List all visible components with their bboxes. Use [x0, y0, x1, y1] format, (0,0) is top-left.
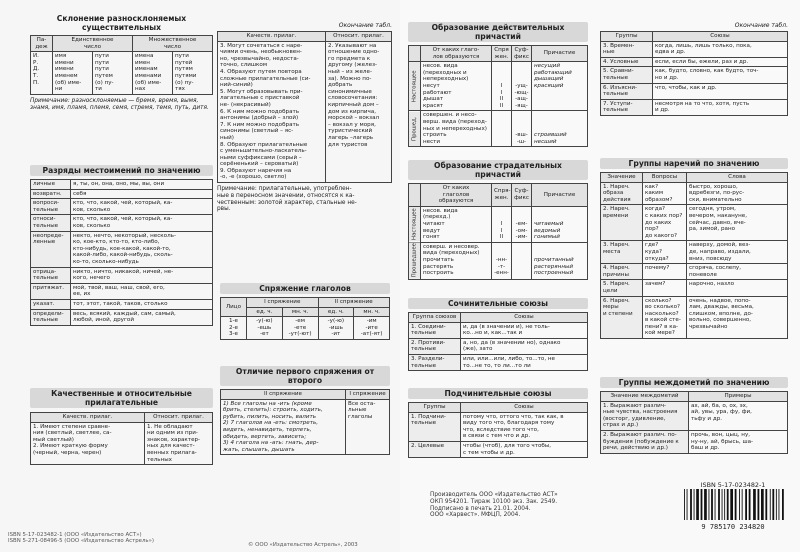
table-cell: сколько? во сколько? насколько? в какой сте- пени? в ка- кой мере? — [643, 296, 687, 339]
barcode-bar — [735, 489, 737, 520]
col-header: Слова — [687, 173, 788, 183]
pronoun-examples: я, ты, он, она, оно, мы, вы, они — [71, 180, 213, 190]
barcode-bar — [718, 489, 720, 520]
table-row — [601, 83, 788, 99]
pronoun-category: вопроси- тельные — [31, 199, 71, 215]
col-header: Лицо — [221, 298, 247, 317]
barcode-bar — [730, 489, 733, 520]
table-row — [601, 430, 788, 453]
verb-conjugation-table — [220, 297, 390, 340]
table-cell: 1. Выражают различ- ные чувства, настроения (восторг, удивление, страх и др.) — [601, 401, 689, 430]
ending-cell: -им -ите -ат(-ят) — [354, 317, 390, 340]
section-title: Группы наречий по значению — [600, 158, 788, 169]
barcode-bar — [724, 489, 725, 520]
subordinating-conj-table — [408, 402, 588, 458]
barcode-graphic — [678, 488, 788, 522]
table-row — [601, 99, 788, 115]
table-cell: 2. Противи- тельные — [409, 338, 461, 354]
table-row — [601, 205, 788, 241]
table-row — [409, 412, 588, 441]
col-header: Значение междометий — [601, 392, 689, 402]
table-cell: сегодня, утром, вечером, накануне, сейчас, давно, вче- ра, зимой, рано — [687, 205, 788, 241]
barcode-bar — [739, 489, 740, 520]
ending-cell: -ем -ете -ут(-ют) — [282, 317, 318, 340]
table-cell: -ем- -ом- -им- — [512, 206, 532, 242]
table-cell: сгоряча, сослепу, поневоле — [687, 264, 788, 280]
pronoun-examples: некто, нечто, некоторый, несколь- ко, кое-кто, кто-то, кто-либо, кто-нибудь, кое-какой, какой-то, какой-либо, какой-нибудь, сколь- ко-то, сколько-нибудь — [71, 231, 213, 267]
table-cell: 4. Условные — [601, 57, 653, 67]
col-header: Суф- фикс — [512, 184, 532, 207]
isbn-block — [8, 532, 248, 545]
table-row — [409, 242, 588, 279]
barcode-bar — [727, 489, 729, 520]
table-row — [409, 62, 588, 111]
table-row — [31, 267, 213, 283]
table-row — [601, 401, 788, 430]
section-title: Разряды местоимений по значению — [30, 165, 213, 176]
col-header: Па- деж — [31, 36, 53, 52]
table-row — [409, 338, 588, 354]
table-row — [31, 180, 213, 190]
noun-declension-section — [30, 14, 213, 111]
section-title: Группы междометий по значению — [600, 377, 788, 388]
table-cell: и, да (в значении и), не толь- ко...но и, как...так и — [461, 322, 588, 338]
section-title: Склонение разносклоняемых существительных — [56, 14, 187, 32]
table-row — [31, 309, 213, 325]
isbn-line: ISBN 5-17-023482-1 (ООО «Издательство АСТ») — [8, 532, 142, 538]
tense-label: Прошедшее — [409, 242, 421, 279]
table-cell: совершен. и несо- верш. вида (переход- ных и непереходных) строить нести — [421, 111, 492, 147]
barcode-bar — [779, 489, 780, 520]
table-cell: 1. Нареч. образа действия — [601, 182, 643, 205]
table-cell: когда? с каких пор? до каких пор? до какого? — [643, 205, 687, 241]
barcode-digits: 9 785170 234820 — [701, 523, 765, 532]
table-cell: 2. Нареч. времени — [601, 205, 643, 241]
table-continued-note: Окончание табл. — [734, 22, 788, 29]
col-header: Группа союзов — [409, 313, 461, 323]
verb-difference-table — [220, 389, 390, 455]
barcode-isbn: ISBN 5-17-023482-1 — [700, 481, 766, 489]
table-cell: несов. вида (перехд.) читают ведут гонят — [421, 206, 492, 242]
table-cell: как, будто, словно, как будто, точ- но и др. — [653, 67, 788, 83]
table-cell: 4. Нареч. причины — [601, 264, 643, 280]
table-cell: 2. Выражают различ. по- буждения (побуждение к речи, действию и др.) — [601, 430, 689, 453]
first-conj-cell: Все оста- льные глаголы — [346, 399, 390, 455]
verb-difference-section — [220, 366, 390, 455]
declension-note: Примечание: разносклоняемые — бремя, время, вымя, знамя, имя, пламя, племя, семя, стремя, темя, путь, дитя. — [30, 97, 209, 111]
table-cell: почему? — [643, 264, 687, 280]
col-header: Союзы — [461, 403, 588, 413]
table-row — [31, 299, 213, 309]
col-header: II спряжение — [318, 298, 390, 308]
sub-header: мн. ч. — [354, 307, 390, 317]
section-title: Образование действительных причастий — [408, 22, 588, 42]
sg-forms: имя имени имени именем (об) име- ни — [53, 52, 93, 94]
table-cell: 3. Раздели- тельные — [409, 354, 461, 370]
table-cell: несущий работающий дышащий красящий — [532, 62, 588, 111]
table-cell: 5. Нареч. цели — [601, 280, 643, 296]
table-cell: что, чтобы, как и др. — [653, 83, 788, 99]
table-cell: строивший несший — [532, 111, 588, 147]
pronoun-table — [30, 179, 213, 326]
barcode-bar — [696, 489, 699, 520]
col-header: Группы — [409, 403, 461, 413]
table-cell: -вш- -ш- — [512, 111, 532, 147]
table-row — [31, 283, 213, 299]
table-row — [601, 296, 788, 339]
table-cell: потому что, оттого что, так как, в виду того что, благодаря тому что, вследствие того что, в связи с тем что и др. — [461, 412, 588, 441]
col-header: Примеры — [689, 392, 788, 402]
sub-header: мн. ч. — [282, 307, 318, 317]
table-cell: быстро, хорошо, вдребезги, по-рус- ски, внимательно — [687, 182, 788, 205]
adjective-continued-section — [217, 22, 392, 213]
table-row — [409, 206, 588, 242]
table-row — [31, 231, 213, 267]
table-cell — [492, 111, 512, 147]
subordinating-conj-section — [408, 388, 588, 458]
col-header — [409, 184, 421, 207]
interjection-section — [600, 377, 788, 454]
col-header: Единственное число — [53, 36, 133, 52]
persons-cell: 1-е 2-е 3-е — [221, 317, 247, 340]
barcode-block — [678, 482, 788, 534]
section-title: Спряжение глаголов — [220, 283, 390, 294]
table-cell: где? куда? откуда? — [643, 241, 687, 264]
table-cell: 7. Уступи- тельные — [601, 99, 653, 115]
table-row — [409, 322, 588, 338]
active-participle-section — [408, 22, 588, 147]
pronoun-category: неопреде- ленные — [31, 231, 71, 267]
barcode-bar — [715, 489, 716, 520]
copyright: © ООО «Издательство Астрель», 2003 — [248, 542, 358, 548]
col-header — [409, 46, 421, 62]
barcode-bar — [772, 489, 774, 520]
second-conj-cell: 1) Все глаголы на -ить (кроме брить, стелить): строить, ходить, рубить, пилить, носить, валить 2) 7 глаголов на -еть: смотреть, видеть, ненавидеть, терпеть, обидеть, вертеть, зависеть; 3) 4 глагола на -ать: гнать, дер- жать, слышать, дышать — [221, 399, 346, 455]
table-cell: как? каким образом? — [643, 182, 687, 205]
table-cell: 1. Подчини- тельные — [409, 412, 461, 441]
pronoun-category: относи- тельные — [31, 215, 71, 231]
barcode-bar — [694, 489, 695, 520]
tense-label: Настоящее — [409, 206, 421, 242]
table-row — [409, 111, 588, 147]
pronoun-category: указат. — [31, 299, 71, 309]
table-cell: наверху, домой, вез- де, направо, издали, вниз, повсюду — [687, 241, 788, 264]
barcode-bar — [758, 489, 760, 520]
relative-cell: 2. Указывают на отношение одно- го предмета к другому (желез- ный – из желе- за). Можно по- добрать синонимичные словосочетания: кирпичный дом – дом из кирпича, морской – вокзал – вокзал у моря, туристический лагерь –лагерь для туристов — [326, 41, 392, 182]
section-title: Подчинительные союзы — [408, 388, 588, 399]
tense-label: Настоящее — [409, 62, 421, 111]
adjective-footnote: Примечание: прилагательные, употреблен- ные в переносном значении, относятся к ка- чественным: золотой характер, стальные не- рвы. — [217, 186, 357, 213]
pronoun-examples: весь, всякий, каждый, сам, самый, любой, иной, другой — [71, 309, 213, 325]
table-row — [31, 215, 213, 231]
pronoun-examples: кто, что, какой, чей, который, ка- ков, сколько — [71, 215, 213, 231]
table-row — [31, 199, 213, 215]
sg-forms: пути пути пути путем (о) пу- ти — [95, 53, 114, 93]
table-cell: нарочно, назло — [687, 280, 788, 296]
table-cell: 5. Сравни- тельные — [601, 67, 653, 83]
sub-header: ед. ч. — [318, 307, 354, 317]
pronoun-category: отрица- тельные — [31, 267, 71, 283]
verb-conjugation-section — [220, 283, 390, 340]
barcode-bar — [753, 489, 756, 520]
col-header: Относит. прилаг. — [145, 413, 213, 423]
qualitative-cell: 3. Могут сочетаться с наре- чиями очень, необыкновен- но, чрезвычайно, недоста- точно, слишком 4. Образуют путем повтора сложные прилагательные (си- ний-синий) 5. Могут образовывать при- лагательные с приставкой не- (некрасивый) 6. К ним можно подобрать антонимы (добрый – злой) 7. К ним можно подобрать синонимы (светлый – яс- ный) 8. Образуют прилагательные с уменьшительно-ласкатель- ными суффиксами (серый – серёненький – сероватый) 9. Образуют наречия на -о, -е (хорошо, светло) — [218, 41, 326, 182]
col-header: Качеств. прилаг. — [218, 32, 326, 42]
barcode-bar — [776, 489, 777, 520]
barcode-bar — [687, 489, 688, 520]
table-cell: 3. Времен- ные — [601, 41, 653, 57]
publisher-text: Производитель ООО «Издательство АСТ» ОКП 954201. Тираж 10100 экз. Зак. 2549. Подписано в печать 21.01. 2004. ООО «Харвест». МФЦП, 2004. — [430, 492, 558, 519]
table-cell: 6. Изъясни- тельные — [601, 83, 653, 99]
table-cell: зачем? — [643, 280, 687, 296]
table-row — [409, 441, 588, 457]
table-cell: 3. Нареч. места — [601, 241, 643, 264]
table-row — [601, 182, 788, 205]
barcode-bar — [684, 489, 685, 520]
pronoun-examples: мой, твой, ваш, наш, свой, его, ее, их — [71, 283, 213, 299]
barcode-bar — [742, 489, 743, 520]
table-cell: -ущ- -ющ- -ащ- -ящ- — [512, 62, 532, 111]
table-row — [601, 280, 788, 296]
cases-cell: И. Р. Д. Т. П. — [31, 52, 53, 95]
table-row — [601, 41, 788, 57]
col-header: Союзы — [653, 32, 788, 42]
table-row — [409, 354, 588, 370]
col-header: Качеств. прилаг. — [31, 413, 145, 423]
barcode-bar — [745, 489, 747, 520]
table-cell: 2. Целевые — [409, 441, 461, 457]
table-cell: прочитанный растерянный построенный — [532, 242, 588, 279]
active-participle-table — [408, 45, 588, 147]
table-cell: несмотря на то что, хотя, пусть и др. — [653, 99, 788, 115]
barcode-bar — [765, 489, 767, 520]
pronoun-examples: никто, ничто, никакой, ничей, не- кого, нечего — [71, 267, 213, 283]
barcode-bar — [704, 489, 707, 520]
table-cell: или, или...или, либо, то...то, не то...не то, то ли...то ли — [461, 354, 588, 370]
table-cell: чтобы (чтоб), для того чтобы, с тем чтобы и др. — [461, 441, 588, 457]
pl-forms: пути путей путям путями (о) пу- тях — [175, 53, 197, 93]
coordinating-conj-table — [408, 312, 588, 371]
conj-continued-section — [600, 22, 788, 116]
interjection-table — [600, 391, 788, 454]
col-header: Вопросы — [643, 173, 687, 183]
table-cell: I I II — [492, 206, 512, 242]
table-cell — [512, 242, 532, 279]
table-row — [601, 241, 788, 264]
table-row — [31, 189, 213, 199]
ending-cell: -у(-ю) -ишь -ит — [318, 317, 354, 340]
pronoun-category: личные — [31, 180, 71, 190]
col-header: I спряжение — [346, 390, 390, 400]
pl-forms: имена имен именам именами (об) име- нах — [133, 52, 173, 94]
col-header: Группы — [601, 32, 653, 42]
adverb-section — [600, 158, 788, 339]
table-cell: несов. вида (переходных и непереходных) несут работают дышат красят — [421, 62, 492, 111]
table-cell: -нн- -т- -енн- — [492, 242, 512, 279]
barcode-bar — [690, 489, 692, 520]
barcode-bar — [722, 489, 723, 520]
relative-cell: 1. Не обладают ни одним из при- знаков, характер- ных для качест- венных прилага- тельных — [145, 422, 213, 465]
passive-participle-section — [408, 160, 588, 280]
ending-cell: -у(-ю) -ешь -ет — [247, 317, 283, 340]
barcode-bar — [711, 489, 713, 520]
adjective-table — [30, 412, 213, 465]
section-title: Качественные и относительные прилагательные — [30, 388, 213, 408]
table-cell: читаемый ведомый гонимый — [532, 206, 588, 242]
table-cell: если, если бы, ежели, раз и др. — [653, 57, 788, 67]
table-row — [601, 264, 788, 280]
barcode-bar — [782, 489, 784, 520]
pronoun-examples: себя — [71, 189, 213, 199]
section-title: Образование страдательных причастий — [408, 160, 588, 180]
col-header: Союзы — [461, 313, 588, 323]
col-header: От каких глаголов образуются — [421, 184, 492, 207]
table-row — [601, 57, 788, 67]
section-title: Сочинительные союзы — [408, 298, 588, 309]
passive-participle-table — [408, 183, 588, 280]
table-cell: 6. Нареч. меры и степени — [601, 296, 643, 339]
col-header: Относит. прилаг. — [326, 32, 392, 42]
publisher-info — [430, 492, 605, 519]
pronoun-category: притяжат. — [31, 283, 71, 299]
barcode-bar — [709, 489, 710, 520]
col-header: Спря- жен. — [492, 184, 512, 207]
table-row — [601, 67, 788, 83]
col-header: Причастие — [532, 46, 588, 62]
barcode-bar — [701, 489, 703, 520]
barcode-bar — [749, 489, 751, 520]
adjective-section — [30, 388, 213, 465]
sub-header: ед. ч. — [247, 307, 283, 317]
barcode-bar — [770, 489, 771, 520]
table-cell: соверш. и несовер. вида (переходных) прочитать растерять построить — [421, 242, 492, 279]
noun-declension-table — [30, 35, 213, 95]
table-continued-note: Окончание табл. — [338, 22, 392, 29]
isbn-line: ISBN 5-271-08496-5 (ООО «Издательство Астрель») — [8, 538, 154, 545]
col-header: I спряжение — [247, 298, 319, 308]
barcode-bar — [761, 489, 764, 520]
col-header: II спряжение — [221, 390, 346, 400]
table-cell: а, но, да (в значении но), однако (же), зато — [461, 338, 588, 354]
coordinating-conj-section — [408, 298, 588, 371]
adjective-continued-table — [217, 31, 392, 183]
tense-label: Прошед. — [409, 111, 421, 147]
conj-continued-table — [600, 31, 788, 116]
col-header: Множественное число — [133, 36, 213, 52]
pronoun-section — [30, 165, 213, 326]
col-header: Причастие — [532, 184, 588, 207]
table-cell: 1. Соедини- тельные — [409, 322, 461, 338]
col-header: Спря жен. — [492, 46, 512, 62]
pronoun-examples: тот, этот, такой, таков, столько — [71, 299, 213, 309]
qualitative-cell: 1. Имеют степени сравне- ния (светлый, светлее, са- мый светлый) 2. Имеют краткую форму (черный, черна, черен) — [31, 422, 145, 465]
section-title: Отличие первого спряжения от второго — [220, 366, 390, 386]
col-header: Суф- фикс — [512, 46, 532, 62]
table-cell: прочь, вон, цыц, ну, ну-ну, ай, брысь, ша- баш и др. — [689, 430, 788, 453]
col-header: Значение — [601, 173, 643, 183]
pronoun-category: определи- тельные — [31, 309, 71, 325]
col-header: От каких глаго- лов образуются — [421, 46, 492, 62]
table-cell: ах, ай, ба, о, ох, эх, ай, увы, ура, фу, фи, тьфу и др. — [689, 401, 788, 430]
table-cell: когда, лишь, лишь только, пока, едва и др. — [653, 41, 788, 57]
table-cell: очень, надвое, попо- лам, дважды, весьма, слишком, вполне, до- вольно, совершенно, чрезвычайно — [687, 296, 788, 339]
pronoun-examples: кто, что, какой, чей, который, ка- ков, сколько — [71, 199, 213, 215]
table-cell: I I II II — [492, 62, 512, 111]
adverb-table — [600, 172, 788, 339]
pronoun-category: возвратн. — [31, 189, 71, 199]
